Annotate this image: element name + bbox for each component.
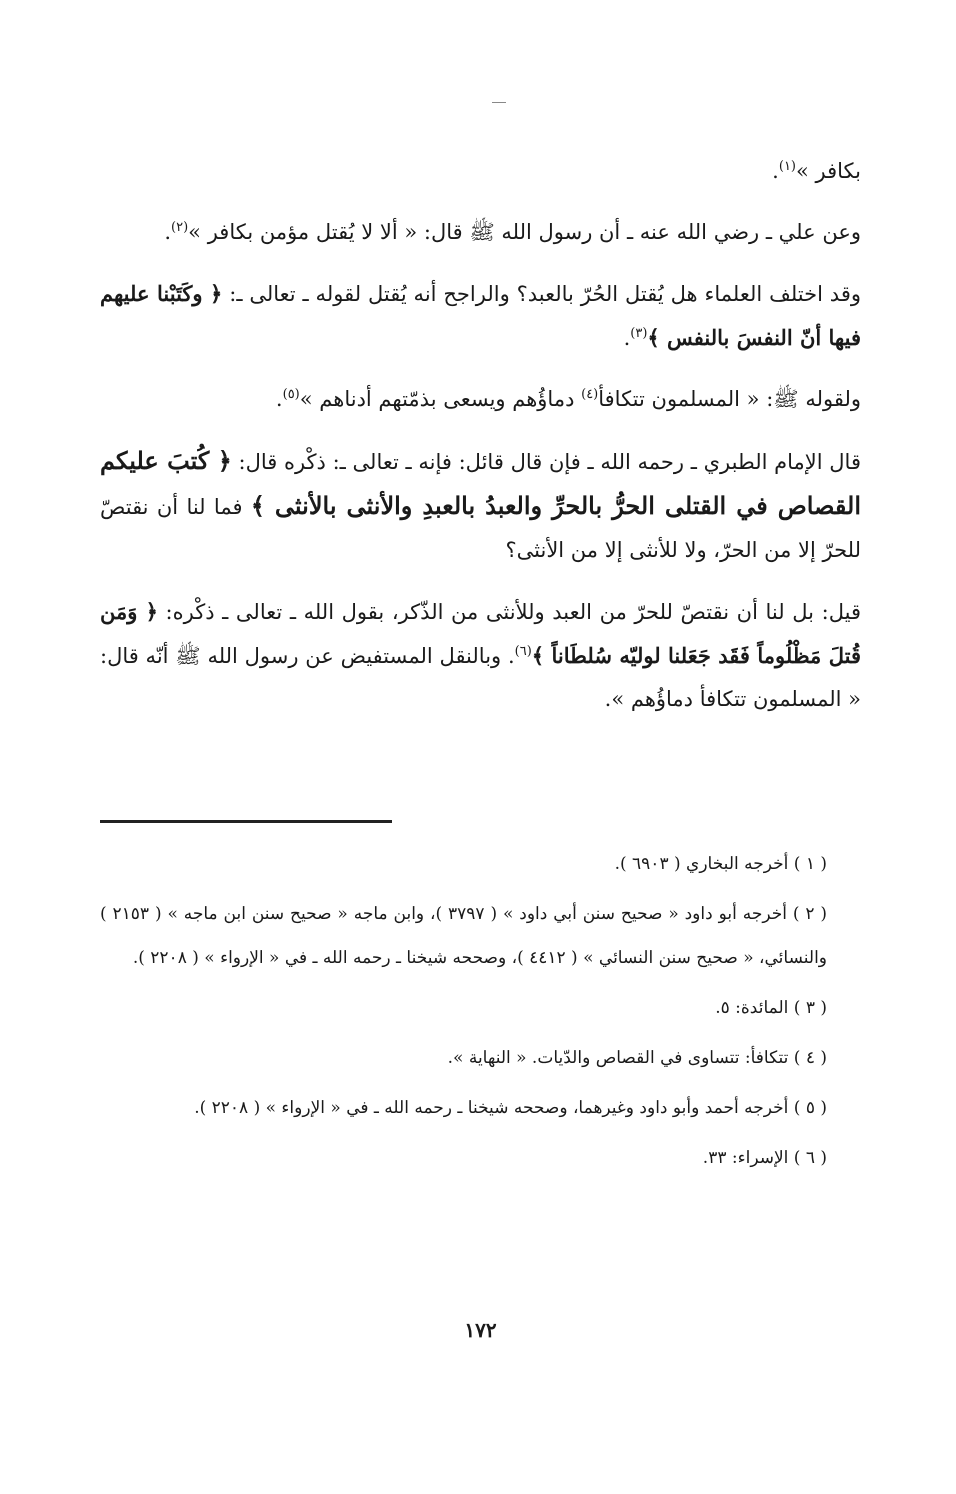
top-mark (492, 102, 506, 103)
footnote-4: ( ٤ ) تتكافأ: تتساوى في القصاص والدّيات. « النهاية ». (447, 1048, 827, 1068)
footnote-6: ( ٦ ) الإسراء: ٣٣. (702, 1148, 827, 1168)
footnote-2: ( ٢ ) أخرجه أبو داود « صحيح سنن أبي داود » ( ٣٧٩٧ )، وابن ماجه « صحيح سنن ابن ماجه » ( ٢١٥٣ ) والنسائي، « صحيح سنن النسائي » ( ٤٤١٢ )، وصححه شيخنا ـ رحمه الله ـ في « الإرواء » ( ٢٢٠٨ ). (100, 904, 828, 968)
footnote-ref-6: (٦) (514, 644, 532, 659)
footnote-ref-4: (٤) (581, 387, 599, 402)
footnotes (100, 842, 861, 1186)
footnote-divider (100, 820, 392, 823)
paragraph-6: قيل: بل لنا أن نقتصّ للحرّ من العبد وللأنثى من الذّكر، بقول الله ـ تعالى ـ ذكْره: ﴿ وَمَن قُتلَ مَظْلُوماً فَقَد جَعَلنا لوليّه سُلطَاناً ﴾$^{(٦)}$. وبالنقل المستفيض عن رسول الله ﷺ أنّه قال: « المسلمون تتكافأ دماؤُهم ». (100, 599, 861, 711)
footnote-1: ( ١ ) أخرجه البخاري ( ٦٩٠٣ ). (614, 854, 827, 874)
footnote-ref-5: (٥) (282, 387, 300, 402)
page-number: ١٧٢ (464, 1318, 497, 1342)
paragraph-2: وعن علي ـ رضي الله عنه ـ أن رسول الله ﷺ قال: « ألا لا يُقتل مؤمن بكافر »$^{(٢)}$. (164, 220, 861, 244)
footnote-3: ( ٣ ) المائدة: ٥. (715, 998, 827, 1018)
footnote-ref-3: (٣) (630, 326, 648, 341)
quran-verse-3: ﴿ وَمَن قُتلَ مَظْلُوماً فَقَد جَعَلنا لوليّه سُلطَاناً ﴾ (100, 599, 861, 668)
paragraph-5: قال الإمام الطبري ـ رحمه الله ـ فإن قال قائل: فإنه ـ تعالى ـ: ذكْره قال: ﴿ كُتبَ عليكم القصاص في القتلى الحرُّ بالحرِّ والعبدُ بالعبدِ والأنثى بالأنثى ﴾ فما لنا أن نقتصّ للحرّ إلا من الحرّ، ولا للأنثى إلا من الأنثى؟ (100, 446, 861, 562)
footnote-5: ( ٥ ) أخرجه أحمد وأبو داود وغيرهما، وصححه شيخنا ـ رحمه الله ـ في « الإرواء » ( ٢٢٠٨ ). (194, 1098, 827, 1118)
main-text (100, 150, 861, 739)
footnote-ref-2: (٢) (171, 220, 189, 235)
paragraph-4: ولقوله ﷺ: « المسلمون تتكافأ$^{(٤)}$ دماؤُهم ويسعى بذمّتهم أدناهم »$^{(٥)}$. (275, 387, 861, 411)
quran-verse-2: ﴿ كُتبَ عليكم القصاص في القتلى الحرُّ بالحرِّ والعبدُ بالعبدِ والأنثى بالأنثى ﴾ (100, 446, 861, 520)
footnote-ref-1: (١) (778, 159, 796, 174)
quran-verse-1: ﴿ وكَتَبْنا عليهم فيها أنّ النفسَ بالنفس ﴾ (100, 281, 861, 350)
book-page (100, 0, 861, 1494)
paragraph-1: بكافر »$^{(١)}$. (772, 159, 861, 183)
paragraph-3: وقد اختلف العلماء هل يُقتل الحُرّ بالعبد؟ والراجح أنه يُقتل لقوله ـ تعالى ـ: ﴿ وكَتَبْنا عليهم فيها أنّ النفسَ بالنفس ﴾$^{(٣)}$. (100, 281, 862, 350)
